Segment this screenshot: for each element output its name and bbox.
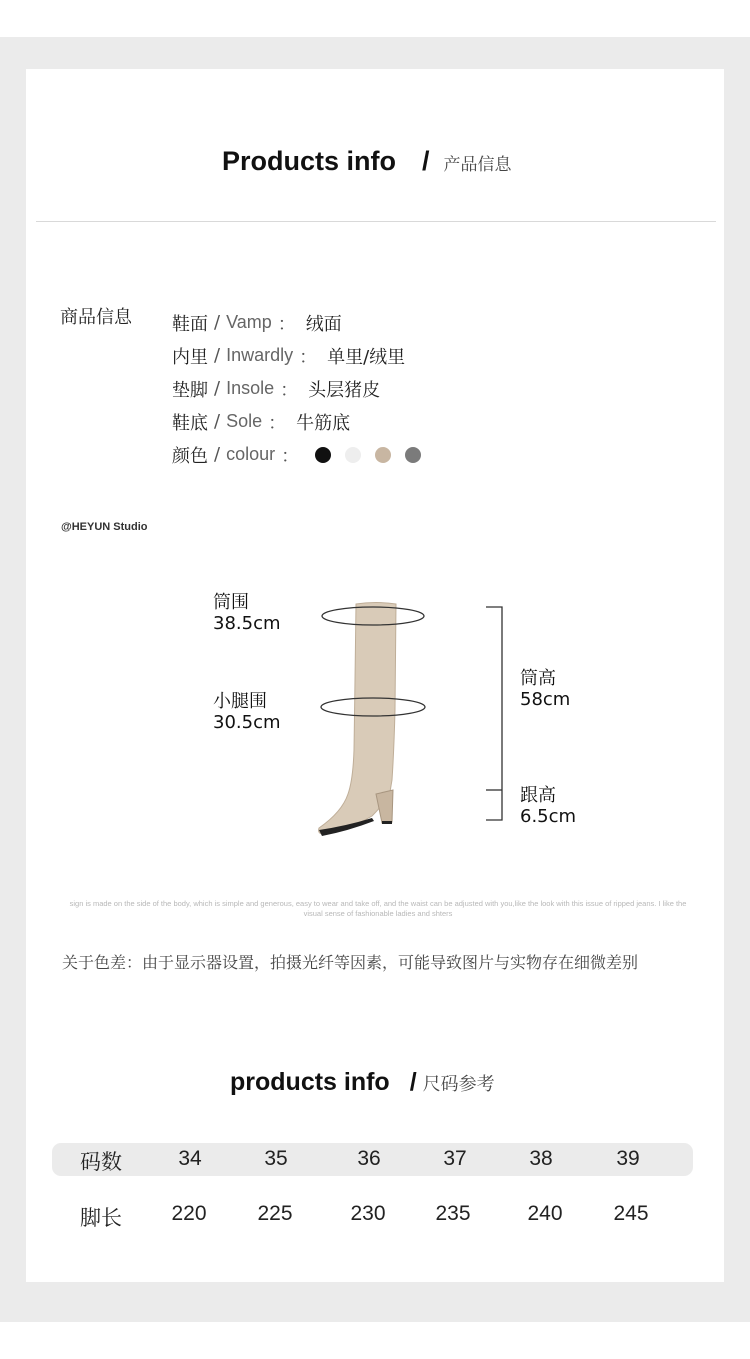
measure-value: 6.5cm xyxy=(520,806,577,827)
heel-height-label xyxy=(520,785,576,827)
length-cell: 230 xyxy=(350,1202,386,1225)
section-title-cn: 尺码参考 xyxy=(422,1074,495,1095)
info-row-sole xyxy=(172,405,421,438)
color-swatch-black[interactable] xyxy=(315,447,331,463)
size-cell: 38 xyxy=(529,1147,553,1170)
info-label-en: Sole xyxy=(226,411,263,431)
info-separator: / xyxy=(214,345,221,366)
info-label-en: colour xyxy=(226,444,276,464)
color-swatches xyxy=(315,447,421,463)
info-label-cn: 内里 xyxy=(172,346,208,368)
info-label-en: Vamp xyxy=(226,312,272,332)
size-cell: 39 xyxy=(616,1147,640,1170)
length-cell: 235 xyxy=(435,1202,471,1225)
size-cell: 36 xyxy=(357,1147,381,1170)
shaft-height-label xyxy=(520,668,570,710)
size-cell: 34 xyxy=(178,1147,202,1170)
info-row-inwardly xyxy=(172,339,421,372)
length-cell: 225 xyxy=(257,1202,293,1225)
info-value: 牛筋底 xyxy=(296,412,351,434)
info-separator: / xyxy=(214,312,221,333)
section-title-size-reference xyxy=(230,1068,495,1097)
color-swatch-grey[interactable] xyxy=(405,447,421,463)
length-cell: 220 xyxy=(171,1202,207,1225)
info-label-en: Insole xyxy=(226,378,275,398)
color-swatch-beige[interactable] xyxy=(375,447,391,463)
size-cell: 37 xyxy=(443,1147,467,1170)
info-colon: ： xyxy=(299,346,318,368)
title-divider xyxy=(36,221,716,222)
section-title-en: Products info xyxy=(222,146,396,176)
info-colon: ： xyxy=(280,379,299,401)
color-difference-note: 关于色差：由于显示器设置，拍摄光纤等因素，可能导致图片与实物存在细微差别 xyxy=(62,953,639,972)
measure-label: 筒高 xyxy=(520,668,556,689)
heel-tip xyxy=(382,821,392,824)
measure-label: 跟高 xyxy=(520,785,556,806)
fine-print: sign is made on the side of the body, which is simple and generous, easy to wear and take off, and the waist can be adjusted with you,like the look with this issue of ripped jeans. I like the visual sense of fashionable ladies and shters xyxy=(69,899,687,918)
length-cell: 240 xyxy=(527,1202,563,1225)
info-separator: / xyxy=(214,378,221,399)
title-slash: / xyxy=(409,1068,417,1096)
info-row-colour xyxy=(172,438,421,471)
section-title-products-info xyxy=(222,146,512,177)
product-info-heading: 商品信息 xyxy=(60,307,132,328)
info-colon: ： xyxy=(281,445,300,467)
info-value: 头层猪皮 xyxy=(308,379,381,401)
info-label-cn: 颜色 xyxy=(172,445,208,467)
measure-label: 筒围 xyxy=(213,592,249,613)
info-value: 绒面 xyxy=(305,313,342,335)
measure-value: 30.5cm xyxy=(213,712,281,733)
shaft-height-bracket xyxy=(486,607,502,820)
info-label-en: Inwardly xyxy=(226,345,294,365)
info-label-cn: 鞋面 xyxy=(172,313,208,335)
info-label-cn: 垫脚 xyxy=(172,379,208,401)
studio-credit: @HEYUN Studio xyxy=(61,521,148,533)
info-separator: / xyxy=(214,411,221,432)
color-swatch-white[interactable] xyxy=(345,447,361,463)
size-row-label: 码数 xyxy=(80,1150,122,1174)
info-row-vamp xyxy=(172,306,421,339)
info-row-insole xyxy=(172,372,421,405)
section-title-en: products info xyxy=(230,1068,390,1096)
boot-heel xyxy=(376,790,393,823)
info-value: 单里/绒里 xyxy=(327,346,406,368)
info-colon: ： xyxy=(268,412,287,434)
info-colon: ： xyxy=(277,313,296,335)
measure-value: 58cm xyxy=(520,689,571,710)
info-label-cn: 鞋底 xyxy=(172,412,208,434)
length-cell: 245 xyxy=(613,1202,649,1225)
length-row-label: 脚长 xyxy=(80,1206,122,1230)
info-separator: / xyxy=(214,444,221,465)
title-slash: / xyxy=(422,146,430,176)
product-info-list xyxy=(172,306,421,471)
boot-illustration xyxy=(300,590,510,840)
measure-label: 小腿围 xyxy=(213,691,267,712)
size-cell: 35 xyxy=(264,1147,288,1170)
top-circumference-label xyxy=(213,592,281,634)
measure-value: 38.5cm xyxy=(213,613,281,634)
calf-circumference-label xyxy=(213,691,281,733)
section-title-cn: 产品信息 xyxy=(443,155,512,175)
